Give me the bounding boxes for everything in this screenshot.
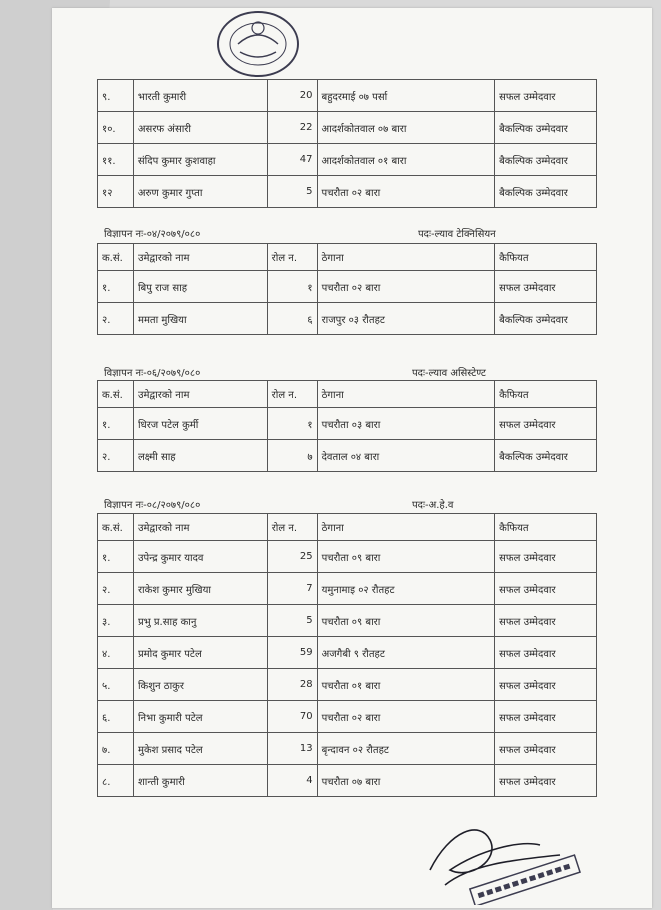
- address: बहुदरमाई ०७ पर्सा: [317, 80, 495, 112]
- post-title: पदः-अ.हे.व: [412, 500, 454, 511]
- address: पचरौता ०२ बारा: [317, 176, 495, 208]
- candidate-table-continued: [97, 79, 597, 208]
- address: राजपुर ०३ रौतहट: [317, 303, 495, 335]
- roll-number: 5: [267, 605, 317, 637]
- address: अजगैबी ९ रौतहट: [317, 637, 495, 669]
- address: देवताल ०४ बारा: [317, 440, 495, 472]
- column-header: उमेद्वारको नाम: [133, 244, 267, 271]
- candidate-name: भारती कुमारी: [133, 80, 267, 112]
- roll-number: १: [267, 408, 317, 440]
- candidate-name: धिरज पटेल कुर्मी: [133, 408, 267, 440]
- table-row: [98, 271, 597, 303]
- address: यमुनामाइ ०२ रौतहट: [317, 573, 495, 605]
- table-row: [98, 637, 597, 669]
- address: पचरौता ०१ बारा: [317, 669, 495, 701]
- serial-number: ३.: [98, 605, 134, 637]
- candidate-name: अरुण कुमार गुप्ता: [133, 176, 267, 208]
- serial-number: ६.: [98, 701, 134, 733]
- column-header: क.सं.: [98, 244, 134, 271]
- remark: बैकल्पिक उम्मेदवार: [495, 440, 597, 472]
- column-header: उमेद्वारको नाम: [133, 381, 267, 408]
- column-header: ठेगाना: [317, 381, 495, 408]
- roll-number: 47: [267, 144, 317, 176]
- candidate-name: निभा कुमारी पटेल: [133, 701, 267, 733]
- post-title: पदः-ल्याव असिस्टेण्ट: [412, 368, 486, 379]
- table-row: [98, 408, 597, 440]
- roll-number: 22: [267, 112, 317, 144]
- remark: बैकल्पिक उम्मेदवार: [495, 144, 597, 176]
- table-row: [98, 541, 597, 573]
- column-header: रोल न.: [267, 514, 317, 541]
- address: पचरौता ०९ बारा: [317, 605, 495, 637]
- serial-number: १०.: [98, 112, 134, 144]
- column-header: कैफियत: [495, 514, 597, 541]
- serial-number: १.: [98, 408, 134, 440]
- serial-number: २.: [98, 573, 134, 605]
- address: बृन्दावन ०२ रौतहट: [317, 733, 495, 765]
- table-row: [98, 80, 597, 112]
- serial-number: ७.: [98, 733, 134, 765]
- remark: सफल उम्मेदवार: [495, 605, 597, 637]
- candidate-name: संदिप कुमार कुशवाहा: [133, 144, 267, 176]
- candidate-name: किशुन ठाकुर: [133, 669, 267, 701]
- roll-number: 13: [267, 733, 317, 765]
- table-row: [98, 176, 597, 208]
- table-header-row: [98, 381, 597, 408]
- candidate-name: बिपु राज साह: [133, 271, 267, 303]
- roll-number: 4: [267, 765, 317, 797]
- advert-number: विज्ञापन नः-०६/२०७९/०८०: [104, 368, 201, 379]
- column-header: ठेगाना: [317, 514, 495, 541]
- table-row: [98, 144, 597, 176]
- roll-number: 7: [267, 573, 317, 605]
- roll-number: 20: [267, 80, 317, 112]
- remark: सफल उम्मेदवार: [495, 80, 597, 112]
- address: पचरौता ०७ बारा: [317, 765, 495, 797]
- remark: सफल उम्मेदवार: [495, 541, 597, 573]
- serial-number: ११.: [98, 144, 134, 176]
- table-row: [98, 765, 597, 797]
- remark: बैकल्पिक उम्मेदवार: [495, 176, 597, 208]
- candidate-name: ममता मुखिया: [133, 303, 267, 335]
- address: पचरौता ०३ बारा: [317, 408, 495, 440]
- table-row: [98, 701, 597, 733]
- remark: सफल उम्मेदवार: [495, 733, 597, 765]
- candidate-name: उपेन्द्र कुमार यादव: [133, 541, 267, 573]
- table-row: [98, 605, 597, 637]
- remark: सफल उम्मेदवार: [495, 765, 597, 797]
- table-row: [98, 303, 597, 335]
- column-header: कैफियत: [495, 244, 597, 271]
- remark: सफल उम्मेदवार: [495, 637, 597, 669]
- remark: बैकल्पिक उम्मेदवार: [495, 303, 597, 335]
- signature-with-stamp: [410, 810, 590, 905]
- serial-number: ९.: [98, 80, 134, 112]
- column-header: क.सं.: [98, 381, 134, 408]
- remark: सफल उम्मेदवार: [495, 669, 597, 701]
- candidate-table-health-worker: [97, 513, 597, 797]
- candidate-name: प्रमोद कुमार पटेल: [133, 637, 267, 669]
- column-header: रोल न.: [267, 244, 317, 271]
- table-row: [98, 440, 597, 472]
- roll-number: 70: [267, 701, 317, 733]
- column-header: उमेद्वारको नाम: [133, 514, 267, 541]
- roll-number: १: [267, 271, 317, 303]
- serial-number: ४.: [98, 637, 134, 669]
- candidate-name: राकेश कुमार मुखिया: [133, 573, 267, 605]
- roll-number: ७: [267, 440, 317, 472]
- serial-number: ८.: [98, 765, 134, 797]
- roll-number: 59: [267, 637, 317, 669]
- serial-number: १२: [98, 176, 134, 208]
- column-header: रोल न.: [267, 381, 317, 408]
- serial-number: २.: [98, 303, 134, 335]
- remark: सफल उम्मेदवार: [495, 271, 597, 303]
- remark: बैकल्पिक उम्मेदवार: [495, 112, 597, 144]
- remark: सफल उम्मेदवार: [495, 701, 597, 733]
- address: आदर्शकोतवाल ०७ बारा: [317, 112, 495, 144]
- office-seal: [208, 4, 308, 86]
- advert-number: विज्ञापन नः-०४/२०७९/०८०: [104, 229, 201, 240]
- address: पचरौता ०२ बारा: [317, 271, 495, 303]
- roll-number: 28: [267, 669, 317, 701]
- table-header-row: [98, 244, 597, 271]
- column-header: कैफियत: [495, 381, 597, 408]
- address: पचरौता ०९ बारा: [317, 541, 495, 573]
- serial-number: १.: [98, 541, 134, 573]
- candidate-table-lab-technician: [97, 243, 597, 335]
- address: पचरौता ०२ बारा: [317, 701, 495, 733]
- candidate-name: प्रभु प्र.साह कानु: [133, 605, 267, 637]
- post-title: पदः-ल्याव टेक्निसियन: [418, 229, 496, 240]
- roll-number: 25: [267, 541, 317, 573]
- serial-number: १.: [98, 271, 134, 303]
- candidate-name: शान्ती कुमारी: [133, 765, 267, 797]
- remark: सफल उम्मेदवार: [495, 408, 597, 440]
- address: आदर्शकोतवाल ०१ बारा: [317, 144, 495, 176]
- remark: सफल उम्मेदवार: [495, 573, 597, 605]
- serial-number: २.: [98, 440, 134, 472]
- candidate-name: लक्ष्मी साह: [133, 440, 267, 472]
- column-header: ठेगाना: [317, 244, 495, 271]
- candidate-table-lab-assistant: [97, 380, 597, 472]
- table-header-row: [98, 514, 597, 541]
- serial-number: ५.: [98, 669, 134, 701]
- table-row: [98, 733, 597, 765]
- roll-number: 5: [267, 176, 317, 208]
- candidate-name: असरफ अंसारी: [133, 112, 267, 144]
- roll-number: ६: [267, 303, 317, 335]
- column-header: क.सं.: [98, 514, 134, 541]
- table-row: [98, 112, 597, 144]
- table-row: [98, 669, 597, 701]
- table-row: [98, 573, 597, 605]
- advert-number: विज्ञापन नः-०८/२०७९/०८०: [104, 500, 201, 511]
- candidate-name: मुकेश प्रसाद पटेल: [133, 733, 267, 765]
